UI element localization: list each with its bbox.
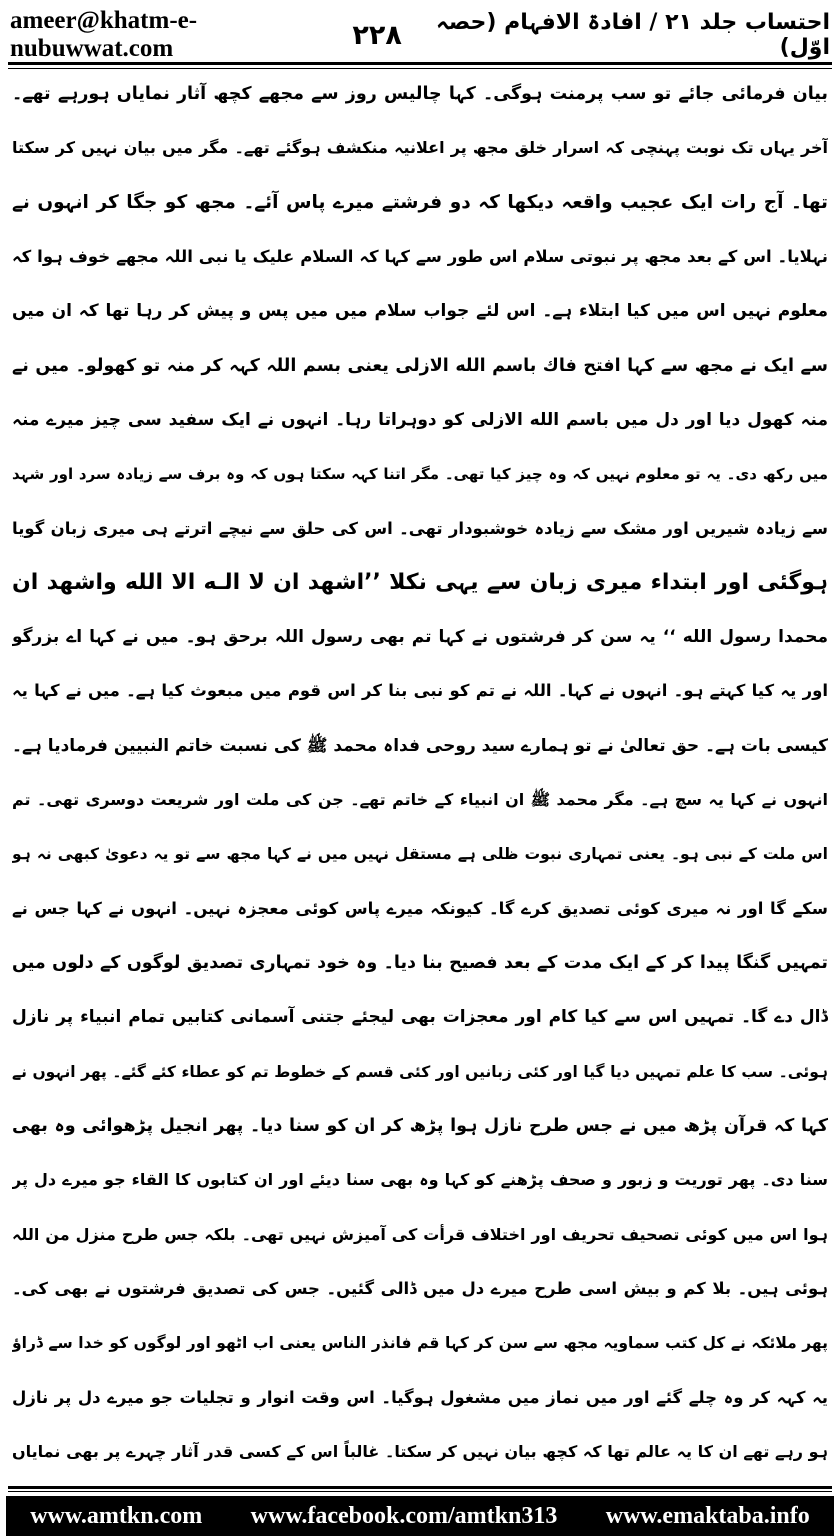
text-line: ڈال دے گا۔ تمہیں اس سے کیا کام اور معجزات بھی لیجئے جتنی آسمانی کتابیں تمام انبیاء پر نازل [12, 1007, 828, 1028]
text-line: ہوئی ہیں۔ بلا کم و بیش اسی طرح میرے دل میں ڈالی گئیں۔ جس کی تصدیق فرشتوں نے بھی کی۔ [12, 1278, 828, 1298]
footer-link-facebook[interactable]: www.facebook.com/amtkn313 [250, 1502, 558, 1529]
page-number: ۲۲۸ [352, 19, 402, 51]
text-line: تھا۔ آج رات ایک عجیب واقعہ دیکھا کہ دو فرشتے میرے پاس آئے۔ مجھ کو جگا کر انہوں نے [12, 191, 828, 213]
text-line: تمہیں گنگا پیدا کر کے ایک مدت کے بعد فصیح بنا دیا۔ وہ خود تمہاری تصدیق لوگوں کے دلوں میں [12, 953, 828, 973]
header-email: ameer@khatm-e-nubuwwat.com [10, 7, 198, 62]
footer-divider [8, 1486, 832, 1489]
text-line: اور یہ کیا کہتے ہو۔ انہوں نے کہا۔ اللہ نے تم کو نبی بنا کر اس قوم میں مبعوث کیا ہے۔ میں نے کہا یہ [12, 681, 828, 701]
book-title: احتساب جلد ۲۱ / افادۃ الافہام (حصہ اوّل) [435, 10, 830, 60]
page-header [10, 7, 830, 62]
text-line: پھر ملائکہ نے کل کتب سماویہ مجھ سے سن کر کہا قم فانذر الناس یعنی اب اٹھو اور لوگوں کو خدا سے ڈراؤ [12, 1334, 828, 1353]
text-line: ہو رہے تھے ان کا یہ عالم تھا کہ کچھ بیان نہیں کر سکتا۔ غالباً اس کے کسی قدر آثار چہرے پر بھی نمایاں [12, 1441, 828, 1461]
text-line: سکے گا اور نہ میری کوئی تصدیق کرے گا۔ کیونکہ میرے پاس کوئی معجزہ نہیں۔ انہوں نے کہا جس نے [12, 898, 828, 918]
text-line: سے ایک نے مجھ سے کہا افتح فاك باسم الله الازلی یعنی بسم اللہ کہہ کر منہ تو کھولو۔ میں نے [12, 355, 828, 376]
footer-link-amtkn[interactable]: www.amtkn.com [30, 1502, 203, 1529]
footer-link-emaktaba[interactable]: www.emaktaba.info [605, 1502, 810, 1529]
text-line: ہوگئی اور ابتداء میری زبان سے یہی نکلا ’’اشهد ان لا الـه الا الله واشهد ان [12, 569, 828, 595]
footer-divider-thin [8, 1491, 832, 1492]
header-divider [8, 62, 832, 65]
text-line: کہا کہ قرآن پڑھ میں نے جس طرح نازل ہوا پڑھ کر ان کو سنا دیا۔ پھر انجیل پڑھوائی وہ بھی [12, 1115, 828, 1136]
text-line: سے زیادہ شیریں اور مشک سے زیادہ خوشبودار تھی۔ اس کی حلق سے نیچے اترتے ہی میری زبان گویا [12, 518, 828, 538]
text-line: منہ کھول دیا اور دل میں باسم الله الازلی کو دوہراتا رہا۔ انہوں نے ایک سفید سی چیز میرے منہ [12, 409, 828, 430]
text-line: نہلایا۔ اس کے بعد مجھ پر نبوتی سلام اس طور سے کہا کہ السلام علیک یا نبی اللہ مجھے خوف ہوا کہ [12, 246, 828, 266]
text-line: ہوا اس میں کوئی تصحیف تحریف اور اختلاف قرأت کی آمیزش نہیں تھی۔ بلکہ جس طرح منزل من اللہ [12, 1224, 828, 1244]
text-line: میں رکھ دی۔ یہ تو معلوم نہیں کہ وہ چیز کیا تھی۔ مگر اتنا کہہ سکتا ہوں کہ وہ برف سے زیادہ سرد اور شہد [12, 465, 828, 484]
text-line: آخر یہاں تک نوبت پہنچی کہ اسرار خلق مجھ پر اعلانیہ منکشف ہوگئے تھے۔ مگر میں بیان نہیں کر سکتا [12, 138, 828, 158]
text-line: ہوئی۔ سب کا علم تمہیں دیا گیا اور کئی زبانیں اور کئی قسم کے خطوط تم کو عطاء کئے گئے۔ پھر انہوں نے [12, 1062, 828, 1081]
text-line: محمدا رسول الله ‘‘ یہ سن کر فرشتوں نے کہا تم بھی رسول اللہ برحق ہو۔ میں نے کہا اے بزرگو [12, 627, 828, 648]
text-line: سنا دی۔ پھر توریت و زبور و صحف پڑھنے کو کہا وہ بھی سنا دیئے اور ان کتابوں کا القاء جو میرے دل پر [12, 1170, 828, 1190]
text-line: اس ملت کے نبی ہو۔ یعنی تمہاری نبوت ظلی ہے مستقل نہیں میں نے کہا مجھ سے تو یہ دعویٰ کبھی نہ ہو [12, 845, 828, 864]
page-footer [6, 1496, 834, 1536]
body-text [12, 74, 828, 1472]
header-divider-thin [8, 68, 832, 69]
text-line: کیسی بات ہے۔ حق تعالیٰ نے تو ہمارے سید روحی فداہ محمد ﷺ کی نسبت خاتم النبیین فرمادیا ہے۔ [12, 735, 828, 756]
header-left [10, 7, 402, 63]
text-line: بیان فرمائی جائے تو سب پرمنت ہوگی۔ کہا چالیس روز سے مجھے کچھ آثار نمایاں ہورہے تھے۔ [12, 84, 828, 104]
text-line: یہ کہہ کر وہ چلے گئے اور میں نماز میں مشغول ہوگیا۔ اس وقت انوار و تجلیات جو میرے دل پر نازل [12, 1387, 828, 1407]
text-line: انہوں نے کہا یہ سچ ہے۔ مگر محمد ﷺ ان انبیاء کے خاتم تھے۔ جن کی ملت اور شریعت دوسری تھی۔ تم [12, 790, 828, 810]
text-line: معلوم نہیں اس میں کیا ابتلاء ہے۔ اس لئے جواب سلام میں میں پس و پیش کر رہا تھا کہ ان میں [12, 301, 828, 322]
